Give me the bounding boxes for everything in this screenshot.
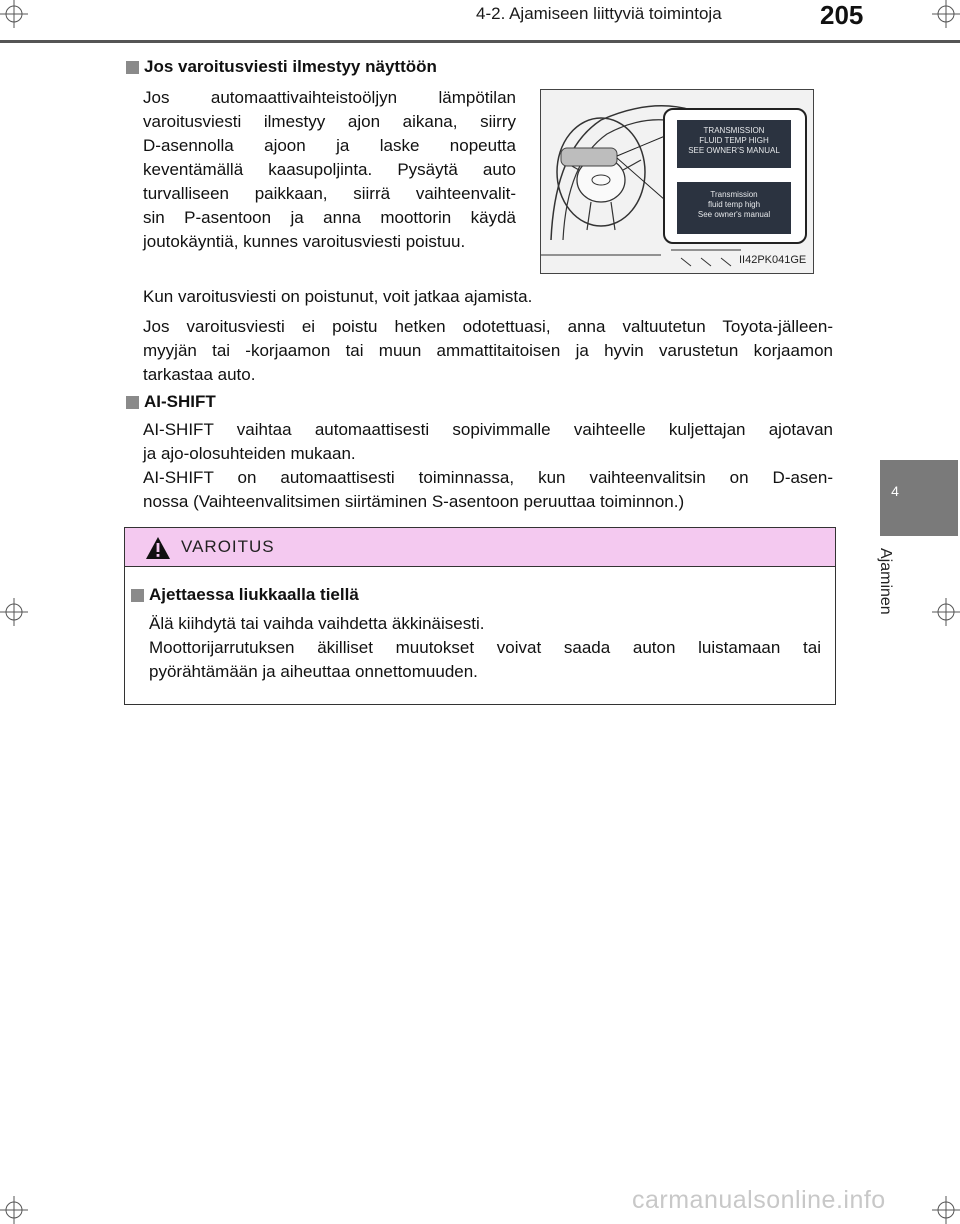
display-screen-uppercase <box>677 120 791 168</box>
page-number: 205 <box>820 0 864 30</box>
header-section-title: 4-2. Ajamiseen liittyviä toimintoja <box>476 4 722 23</box>
warning-subheading-text: Ajettaessa liukkaalla tiellä <box>149 585 359 604</box>
screen-text-line: fluid temp high <box>707 200 761 209</box>
crop-mark-mid-left <box>0 598 28 626</box>
screen-text-line: FLUID TEMP HIGH <box>699 136 769 145</box>
paragraph-continue-driving <box>143 285 833 309</box>
section-heading-text: AI-SHIFT <box>144 392 216 411</box>
paragraph-line: Kun varoitusviesti on poistunut, voit jatkaa ajamista. <box>143 287 533 306</box>
chapter-tab-label: Ajaminen <box>877 548 894 615</box>
paragraph-line: AI-SHIFT vaihtaa automaattisesti sopivimmalle vaihteelle kuljettajan ajotavan <box>143 420 833 439</box>
paragraph-ai-shift-description <box>143 418 833 514</box>
dashboard-illustration <box>540 89 814 274</box>
section-heading-text: Jos varoitusviesti ilmestyy näyttöön <box>144 57 437 76</box>
paragraph-line: myyjän tai -korjaamon tai muun ammattitaitoisen ja hyvin varustetun korjaamon <box>143 341 833 360</box>
paragraph-line: D-asennolla ajoon ja laske nopeutta <box>143 136 516 155</box>
warning-header <box>125 528 835 567</box>
warning-title: VAROITUS <box>181 537 275 556</box>
warning-box <box>124 527 836 705</box>
crop-mark-top-left <box>0 0 28 28</box>
screen-text-line: SEE OWNER’S MANUAL <box>688 146 780 155</box>
watermark: carmanualsonline.info <box>632 1186 886 1214</box>
warning-triangle-icon <box>145 536 171 560</box>
figure-code: II42PK041GE <box>739 254 807 266</box>
screen-text-line: TRANSMISSION <box>703 126 765 135</box>
paragraph-line: Moottorijarrutuksen äkilliset muutokset voivat saada auton luistamaan tai <box>149 638 821 657</box>
paragraph-line: Älä kiihdytä tai vaihda vaihdetta äkkinäisesti. <box>149 614 485 633</box>
paragraph-warning-instructions <box>143 86 516 254</box>
square-bullet-icon <box>126 61 139 74</box>
paragraph-line: Jos varoitusviesti ei poistu hetken odotettuasi, anna valtuutetun Toyota-jälleen- <box>143 317 833 336</box>
crop-mark-bottom-left <box>0 1196 28 1224</box>
paragraph-line: tarkastaa auto. <box>143 365 256 384</box>
square-bullet-icon <box>126 396 139 409</box>
header-rule <box>0 40 960 43</box>
paragraph-line: Jos automaattivaihteistoöljyn lämpötilan <box>143 88 516 107</box>
section-heading-warning-message <box>126 57 437 77</box>
paragraph-dealer-inspection <box>143 315 833 387</box>
paragraph-line: joutokäyntiä, kunnes varoitusviesti poistuu. <box>143 232 466 251</box>
crop-mark-mid-right <box>932 598 960 626</box>
warning-subheading <box>131 585 359 605</box>
paragraph-line: varoitusviesti ilmestyy ajon aikana, siirry <box>143 112 516 131</box>
screen-text-line: See owner's manual <box>697 210 771 219</box>
chapter-tab-number: 4 <box>891 483 899 499</box>
paragraph-line: AI-SHIFT on automaattisesti toiminnassa, kun vaihteenvalitsin on D-asen- <box>143 468 833 487</box>
square-bullet-icon <box>131 589 144 602</box>
paragraph-line: ja ajo-olosuhteiden mukaan. <box>143 444 356 463</box>
screen-text-line: Transmission <box>710 190 758 199</box>
paragraph-line: pyörähtämään ja aiheuttaa onnettomuuden. <box>149 662 478 681</box>
paragraph-line: turvalliseen paikkaan, siirrä vaihteenvalit- <box>143 184 516 203</box>
paragraph-line: keventämällä kaasupoljinta. Pysäytä auto <box>143 160 516 179</box>
paragraph-line: sin P-asentoon ja anna moottorin käydä <box>143 208 516 227</box>
crop-mark-bottom-right <box>932 1196 960 1224</box>
warning-paragraph <box>149 612 821 684</box>
message-callout <box>663 108 807 244</box>
display-screen-lowercase <box>677 182 791 234</box>
section-heading-ai-shift <box>126 392 216 412</box>
crop-mark-top-right <box>932 0 960 28</box>
paragraph-line: nossa (Vaihteenvalitsimen siirtäminen S-asentoon peruuttaa toiminnon.) <box>143 492 685 511</box>
